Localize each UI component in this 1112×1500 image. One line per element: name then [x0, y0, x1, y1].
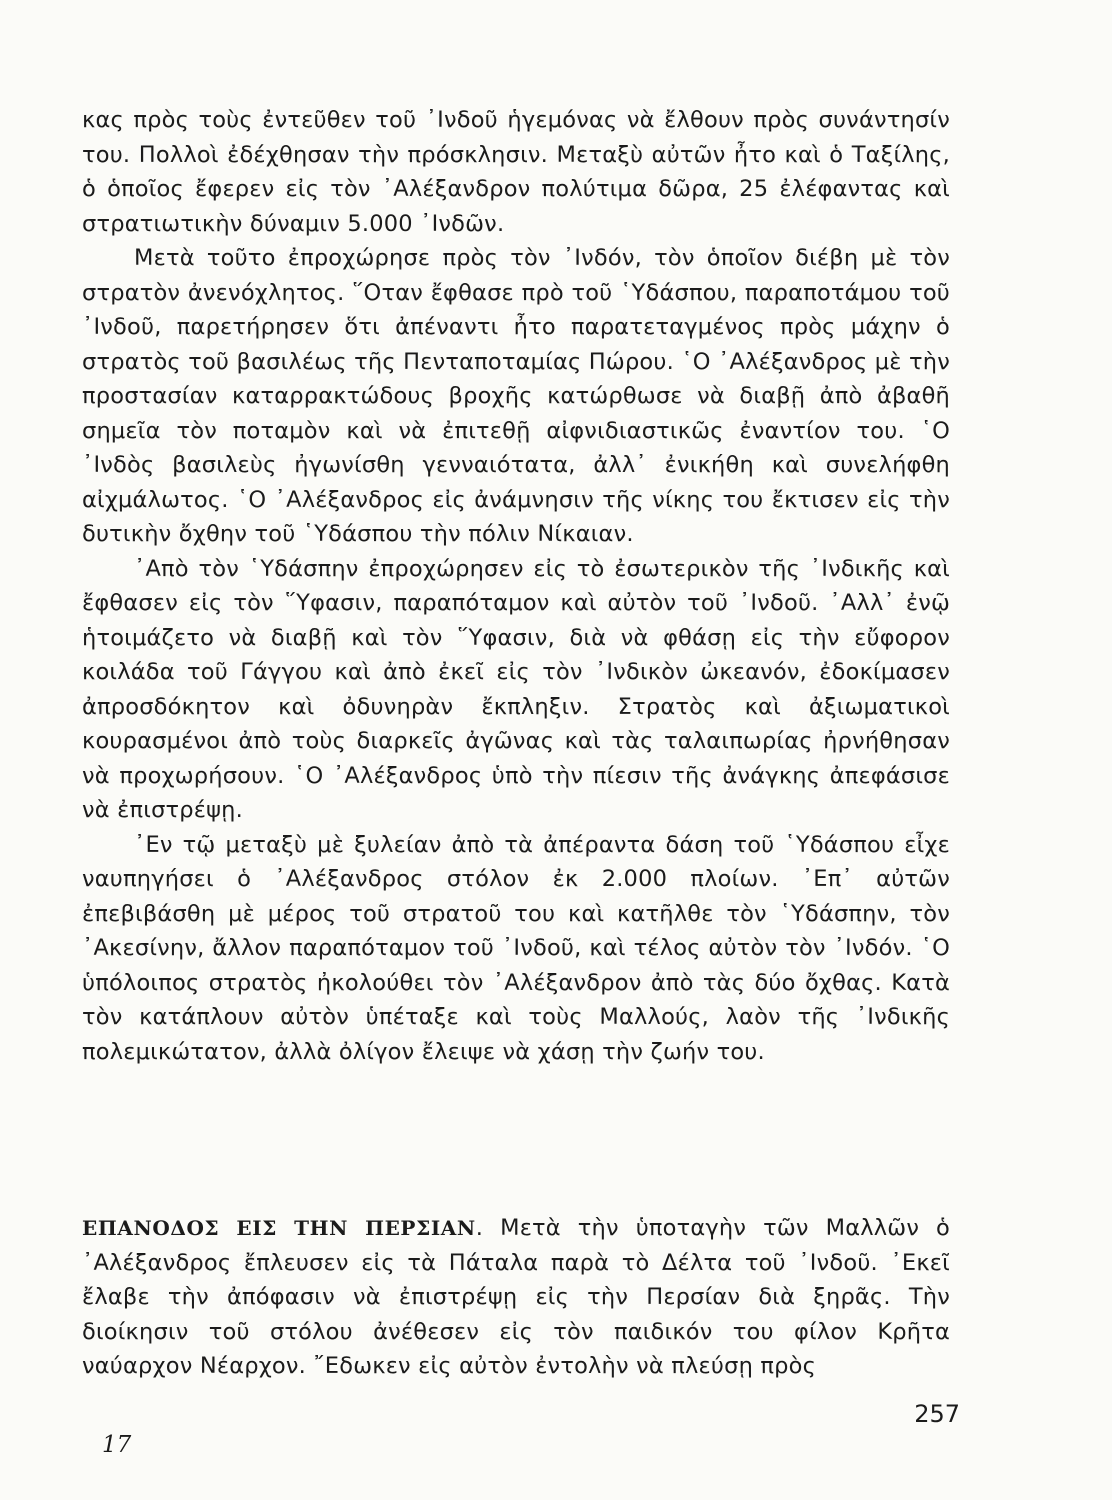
- paragraph-fleet: ᾿Εν τῷ μεταξὺ μὲ ξυλείαν ἀπὸ τὰ ἀπέραντα δάση τοῦ ῾Υδάσπου εἶχε ναυπηγήσει ὁ ᾿Αλέξανδρος στόλον ἐκ 2.000 πλοίων. ᾿Επ᾿ αὐτῶν ἐπεβιβάσθη μὲ μέρος τοῦ στρατοῦ του καὶ κατῆλθε τὸν ῾Υδάσπην, τὸν ᾿Ακεσίνην, ἄλλον παραπόταμον τοῦ ᾿Ινδοῦ, καὶ τέλος αὐτὸν τὸν ᾿Ινδόν. ῾Ο ὑπόλοιπος στρατὸς ἠκολούθει τὸν ᾿Αλέξανδρον ἀπὸ τὰς δύο ὄχθας. Κατὰ τὸν κατάπλουν αὐτὸν ὑπέταξε καὶ τοὺς Μαλλούς, λαὸν τῆς ᾿Ινδικῆς πολεμικώτατον, ἀλλὰ ὀλίγον ἔλειψε νὰ χάσῃ τὴν ζωήν του.: [82, 831, 950, 1065]
- section-heading: ΕΠΑΝΟΔΟΣ ΕΙΣ ΤΗΝ ΠΕΡΣΙΑΝ: [82, 1216, 476, 1240]
- section-text: [82, 1211, 950, 1384]
- signature-mark: 17: [102, 1432, 132, 1458]
- paragraph-continuation: κας πρὸς τοὺς ἐντεῦθεν τοῦ ᾿Ινδοῦ ἡγεμόνας νὰ ἔλθουν πρὸς συνάντησίν του. Πολλοὶ ἐδέχθησαν τὴν πρόσκλησιν. Μεταξὺ αὐτῶν ἦτο καὶ ὁ Ταξίλης, ὁ ὁποῖος ἔφερεν εἰς τὸν ᾿Αλέξανδρον πολύτιμα δῶρα, 25 ἐλέφαντας καὶ στρατιωτικὴν δύναμιν 5.000 ᾿Ινδῶν.: [82, 107, 950, 237]
- section-body: . Μετὰ τὴν ὑποταγὴν τῶν Μαλλῶν ὁ ᾿Αλέξανδρος ἔπλευσεν εἰς τὰ Πάταλα παρὰ τὸ Δέλτα τοῦ ᾿Ινδοῦ. ᾿Εκεῖ ἔλαβε τὴν ἀπόφασιν νὰ ἐπιστρέψῃ εἰς τὴν Περσίαν διὰ ξηρᾶς. Τὴν διοίκησιν τοῦ στόλου ἀνέθεσεν εἰς τὸν παιδικόν του φίλον Κρῆτα ναύαρχον Νέαρχον. ῎Εδωκεν εἰς αὐτὸν ἐντολὴν νὰ πλεύσῃ πρὸς: [82, 1215, 950, 1379]
- paragraph-hydaspes-battle: Μετὰ τοῦτο ἐπροχώρησε πρὸς τὸν ᾿Ινδόν, τὸν ὁποῖον διέβη μὲ τὸν στρατὸν ἀνενόχλητος. ῞Οταν ἔφθασε πρὸ τοῦ ῾Υδάσπου, παραποτάμου τοῦ ᾿Ινδοῦ, παρετήρησεν ὅτι ἀπέναντι ἦτο παρατεταγμένος πρὸς μάχην ὁ στρατὸς τοῦ βασιλέως τῆς Πενταποταμίας Πώρου. ῾Ο ᾿Αλέξανδρος μὲ τὴν προστασίαν καταρρακτώδους βροχῆς κατώρθωσε νὰ διαβῇ ἀπὸ ἀβαθῆ σημεῖα τὸν ποταμὸν καὶ νὰ ἐπιτεθῇ αἰφνιδιαστικῶς ἐναντίον του. ῾Ο ᾿Ινδὸς βασιλεὺς ἠγωνίσθη γενναιότατα, ἀλλ᾿ ἐνικήθη καὶ συνελήφθη αἰχμάλωτος. ῾Ο ᾿Αλέξανδρος εἰς ἀνάμνησιν τῆς νίκης του ἔκτισεν εἰς τὴν δυτικὴν ὄχθην τοῦ ῾Υδάσπου τὴν πόλιν Νίκαιαν.: [82, 245, 950, 547]
- section-paragraph: [82, 1211, 950, 1384]
- page-number: 257: [914, 1400, 960, 1428]
- main-text: [82, 103, 950, 1069]
- paragraph-hyphasis-return: ᾿Απὸ τὸν ῾Υδάσπην ἐπροχώρησεν εἰς τὸ ἐσωτερικὸν τῆς ᾿Ινδικῆς καὶ ἔφθασεν εἰς τὸν ῞Υφασιν, παραπόταμον καὶ αὐτὸν τοῦ ᾿Ινδοῦ. ᾿Αλλ᾿ ἐνῷ ἡτοιμάζετο νὰ διαβῇ καὶ τὸν ῞Υφασιν, διὰ νὰ φθάσῃ εἰς τὴν εὔφορον κοιλάδα τοῦ Γάγγου καὶ ἀπὸ ἐκεῖ εἰς τὸν ᾿Ινδικὸν ὠκεανόν, ἐδοκίμασεν ἀπροσδόκητον καὶ ὀδυνηρὰν ἔκπληξιν. Στρατὸς καὶ ἀξιωματικοὶ κουρασμένοι ἀπὸ τοὺς διαρκεῖς ἀγῶνας καὶ τὰς ταλαιπωρίας ἠρνήθησαν νὰ προχωρήσουν. ῾Ο ᾿Αλέξανδρος ὑπὸ τὴν πίεσιν τῆς ἀνάγκης ἀπεφάσισε νὰ ἐπιστρέψῃ.: [82, 555, 950, 823]
